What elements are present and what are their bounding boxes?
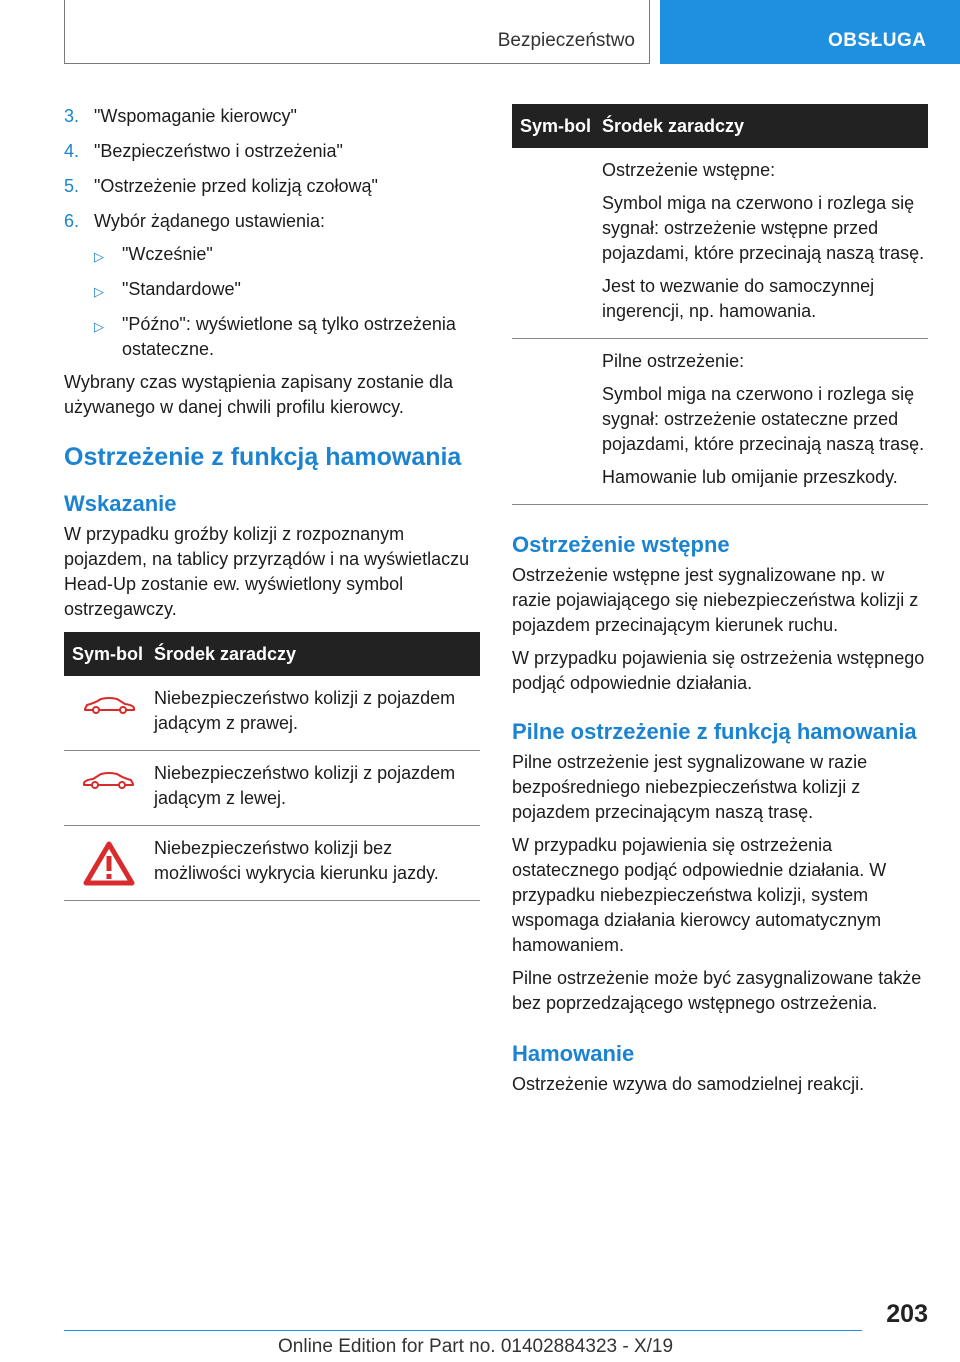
table-header — [512, 104, 928, 148]
right-column — [512, 104, 928, 1097]
urgent-text-2: W przypadku pojawienia się ostrzeżenia ostatecznego podjąć odpowiednie działania. W przypadku niebezpieczeństwa kolizji, system wspomaga działania kierowcy automatycznym hamowaniem. — [512, 835, 887, 955]
step-item — [64, 209, 480, 234]
table-header — [64, 632, 480, 676]
pre-warning-text-1: Ostrzeżenie wstępne jest sygnalizowane np. w razie pojawiającego się niebezpieczeństwa kolizji z pojazdem przecinającym kierunek ruchu. — [512, 565, 919, 635]
row-note: Hamowanie lub omijanie przeszkody. — [602, 467, 898, 487]
heading-pre-warning: Ostrzeżenie wstępne — [512, 532, 730, 557]
row-desc: Symbol miga na czerwono i rozlega się sygnał: ostrzeżenie ostateczne przed pojazdami, które przecinają naszą trasę. — [602, 384, 925, 454]
indication-text: W przypadku groźby kolizji z rozpoznanym pojazdem, na tablicy przyrządów i na wyświetlaczu Head-Up zostanie ew. wyświetlony symbol ostrzegawczy. — [64, 524, 470, 619]
option-item — [94, 277, 480, 304]
options-list — [94, 242, 480, 362]
col-action-header: Środek zaradczy — [154, 644, 297, 664]
col-symbol-header: Sym-bol — [72, 644, 144, 664]
option-text: "Wcześnie" — [122, 244, 213, 264]
row-title: Pilne ostrzeżenie: — [602, 351, 745, 371]
col-symbol-header: Sym-bol — [520, 116, 592, 136]
step-number: 3. — [64, 106, 80, 126]
step-item — [64, 139, 480, 164]
option-item — [94, 312, 480, 362]
car-right-icon — [81, 694, 137, 716]
row-desc: Symbol miga na czerwono i rozlega się sygnał: ostrzeżenie wstępne przed pojazdami, które przecinają naszą trasę. — [602, 193, 925, 263]
triangle-bullet-icon: ▷ — [94, 319, 104, 334]
step-text: "Wspomaganie kierowcy" — [94, 106, 297, 126]
step-text: Wybór żądanego ustawienia: — [94, 211, 325, 231]
section-tab[interactable] — [660, 0, 960, 64]
section-title: Bezpieczeństwo — [497, 30, 635, 51]
warning-triangle-icon — [83, 840, 135, 886]
edition-note: Online Edition for Part no. 01402884323 - X/19 — [278, 1336, 674, 1357]
option-item — [94, 242, 480, 269]
symbol-table-left — [64, 632, 480, 901]
page-number: 203 — [886, 1300, 928, 1328]
table-row — [512, 339, 928, 505]
after-steps-text: Wybrany czas wystąpienia zapisany zostanie dla używanego w danej chwili profilu kierowcy. — [64, 372, 454, 417]
heading-braking: Hamowanie — [512, 1041, 635, 1066]
col-action-header: Środek zaradczy — [602, 116, 745, 136]
heading-urgent-warning: Pilne ostrzeżenie z funkcją hamowania — [512, 719, 917, 744]
row-title: Ostrzeżenie wstępne: — [602, 160, 776, 180]
step-text: "Bezpieczeństwo i ostrzeżenia" — [94, 141, 343, 161]
step-number: 5. — [64, 176, 80, 196]
heading-indication: Wskazanie — [64, 491, 177, 516]
step-text: "Ostrzeżenie przed kolizją czołową" — [94, 176, 378, 196]
braking-text: Ostrzeżenie wzywa do samodzielnej reakcji. — [512, 1074, 865, 1094]
left-column — [64, 104, 480, 901]
step-item — [64, 104, 480, 129]
car-left-icon — [81, 769, 137, 791]
row-text: Niebezpieczeństwo kolizji z pojazdem jadącym z lewej. — [154, 763, 456, 808]
triangle-bullet-icon: ▷ — [94, 284, 104, 299]
steps-list — [64, 104, 480, 234]
heading-braking-warning: Ostrzeżenie z funkcją hamowania — [64, 443, 462, 471]
row-text: Niebezpieczeństwo kolizji z pojazdem jadącym z prawej. — [154, 688, 456, 733]
option-text: "Standardowe" — [122, 279, 241, 299]
step-number: 6. — [64, 211, 80, 231]
symbol-table-right — [512, 104, 928, 505]
table-row — [64, 751, 480, 826]
option-text: "Późno": wyświetlone są tylko ostrzeżenia ostateczne. — [122, 314, 456, 359]
triangle-bullet-icon: ▷ — [94, 249, 104, 264]
footer-divider — [64, 1330, 862, 1331]
pre-warning-text-2: W przypadku pojawienia się ostrzeżenia wstępnego podjąć odpowiednie działania. — [512, 648, 925, 693]
step-number: 4. — [64, 141, 80, 161]
section-tab-label: OBSŁUGA — [828, 30, 927, 51]
row-note: Jest to wezwanie do samoczynnej ingerencji, np. hamowania. — [602, 276, 875, 321]
step-item — [64, 174, 480, 199]
urgent-text-3: Pilne ostrzeżenie może być zasygnalizowane także bez poprzedzającego wstępnego ostrzeżenia. — [512, 968, 922, 1013]
urgent-text-1: Pilne ostrzeżenie jest sygnalizowane w razie bezpośredniego niebezpieczeństwa kolizji z pojazdem przecinającym naszą trasę. — [512, 752, 868, 822]
table-row — [512, 148, 928, 339]
header-frame — [64, 0, 650, 64]
row-text: Niebezpieczeństwo kolizji bez możliwości wykrycia kierunku jazdy. — [154, 838, 439, 883]
table-row — [64, 826, 480, 901]
table-row — [64, 676, 480, 751]
